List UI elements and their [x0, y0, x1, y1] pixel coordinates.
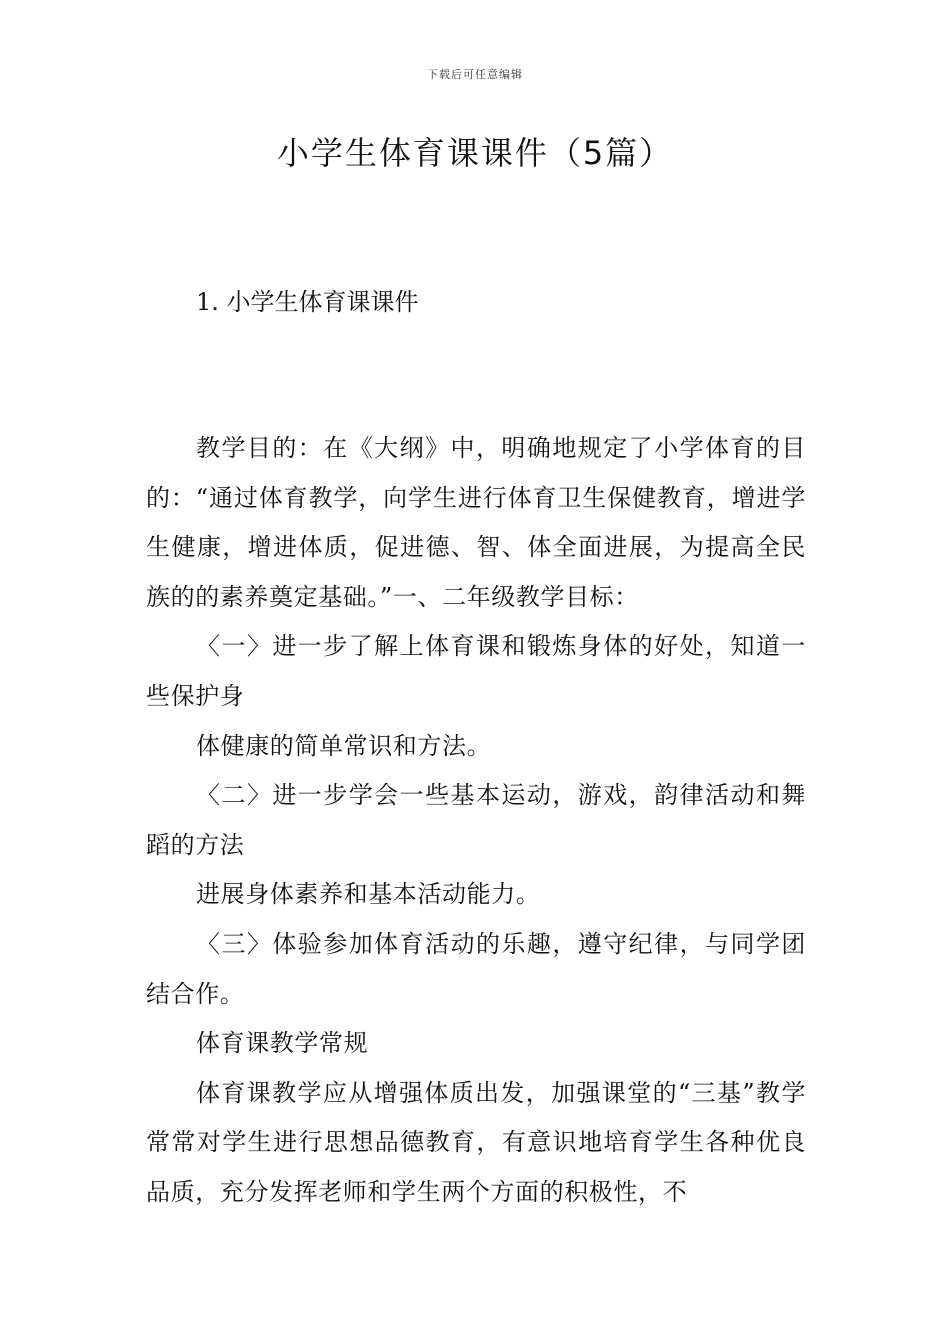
header-note: 下载后可任意编辑	[427, 68, 523, 81]
paragraph-routine-body: 体育课教学应从增强体质出发，加强课堂的“三基”教学常常对学生进行思想品德教育，有意识地培育学生各种优良品质，充分发挥老师和学生两个方面的积极性，不	[146, 1078, 806, 1206]
document-title: 小学生体育课课件（5篇）	[276, 134, 674, 172]
section-heading: 1. 小学生体育课课件	[196, 288, 419, 316]
paragraph-teaching-purpose: 教学目的：在《大纲》中，明确地规定了小学体育的目的：“通过体育教学，向学生进行体育卫生保健教育，增进学生健康，增进体质，促进德、智、体全面进展，为提高全民族的的素养奠定基础。”一、二年级教学目标：	[146, 434, 806, 611]
paragraph-goal-2-cont: 进展身体素养和基本活动能力。	[196, 880, 541, 909]
paragraph-goal-2: 〈二〉进一步学会一些基本运动，游戏，韵律活动和舞蹈的方法	[146, 781, 806, 859]
paragraph-routine-heading: 体育课教学常规	[196, 1029, 369, 1058]
paragraph-goal-3: 〈三〉体验参加体育活动的乐趣，遵守纪律，与同学团结合作。	[146, 929, 806, 1008]
document-body	[146, 424, 806, 1218]
paragraph-goal-1: 〈一〉进一步了解上体育课和锻炼身体的好处，知道一些保护身	[146, 632, 806, 710]
paragraph-goal-1-cont: 体健康的简单常识和方法。	[196, 731, 492, 760]
